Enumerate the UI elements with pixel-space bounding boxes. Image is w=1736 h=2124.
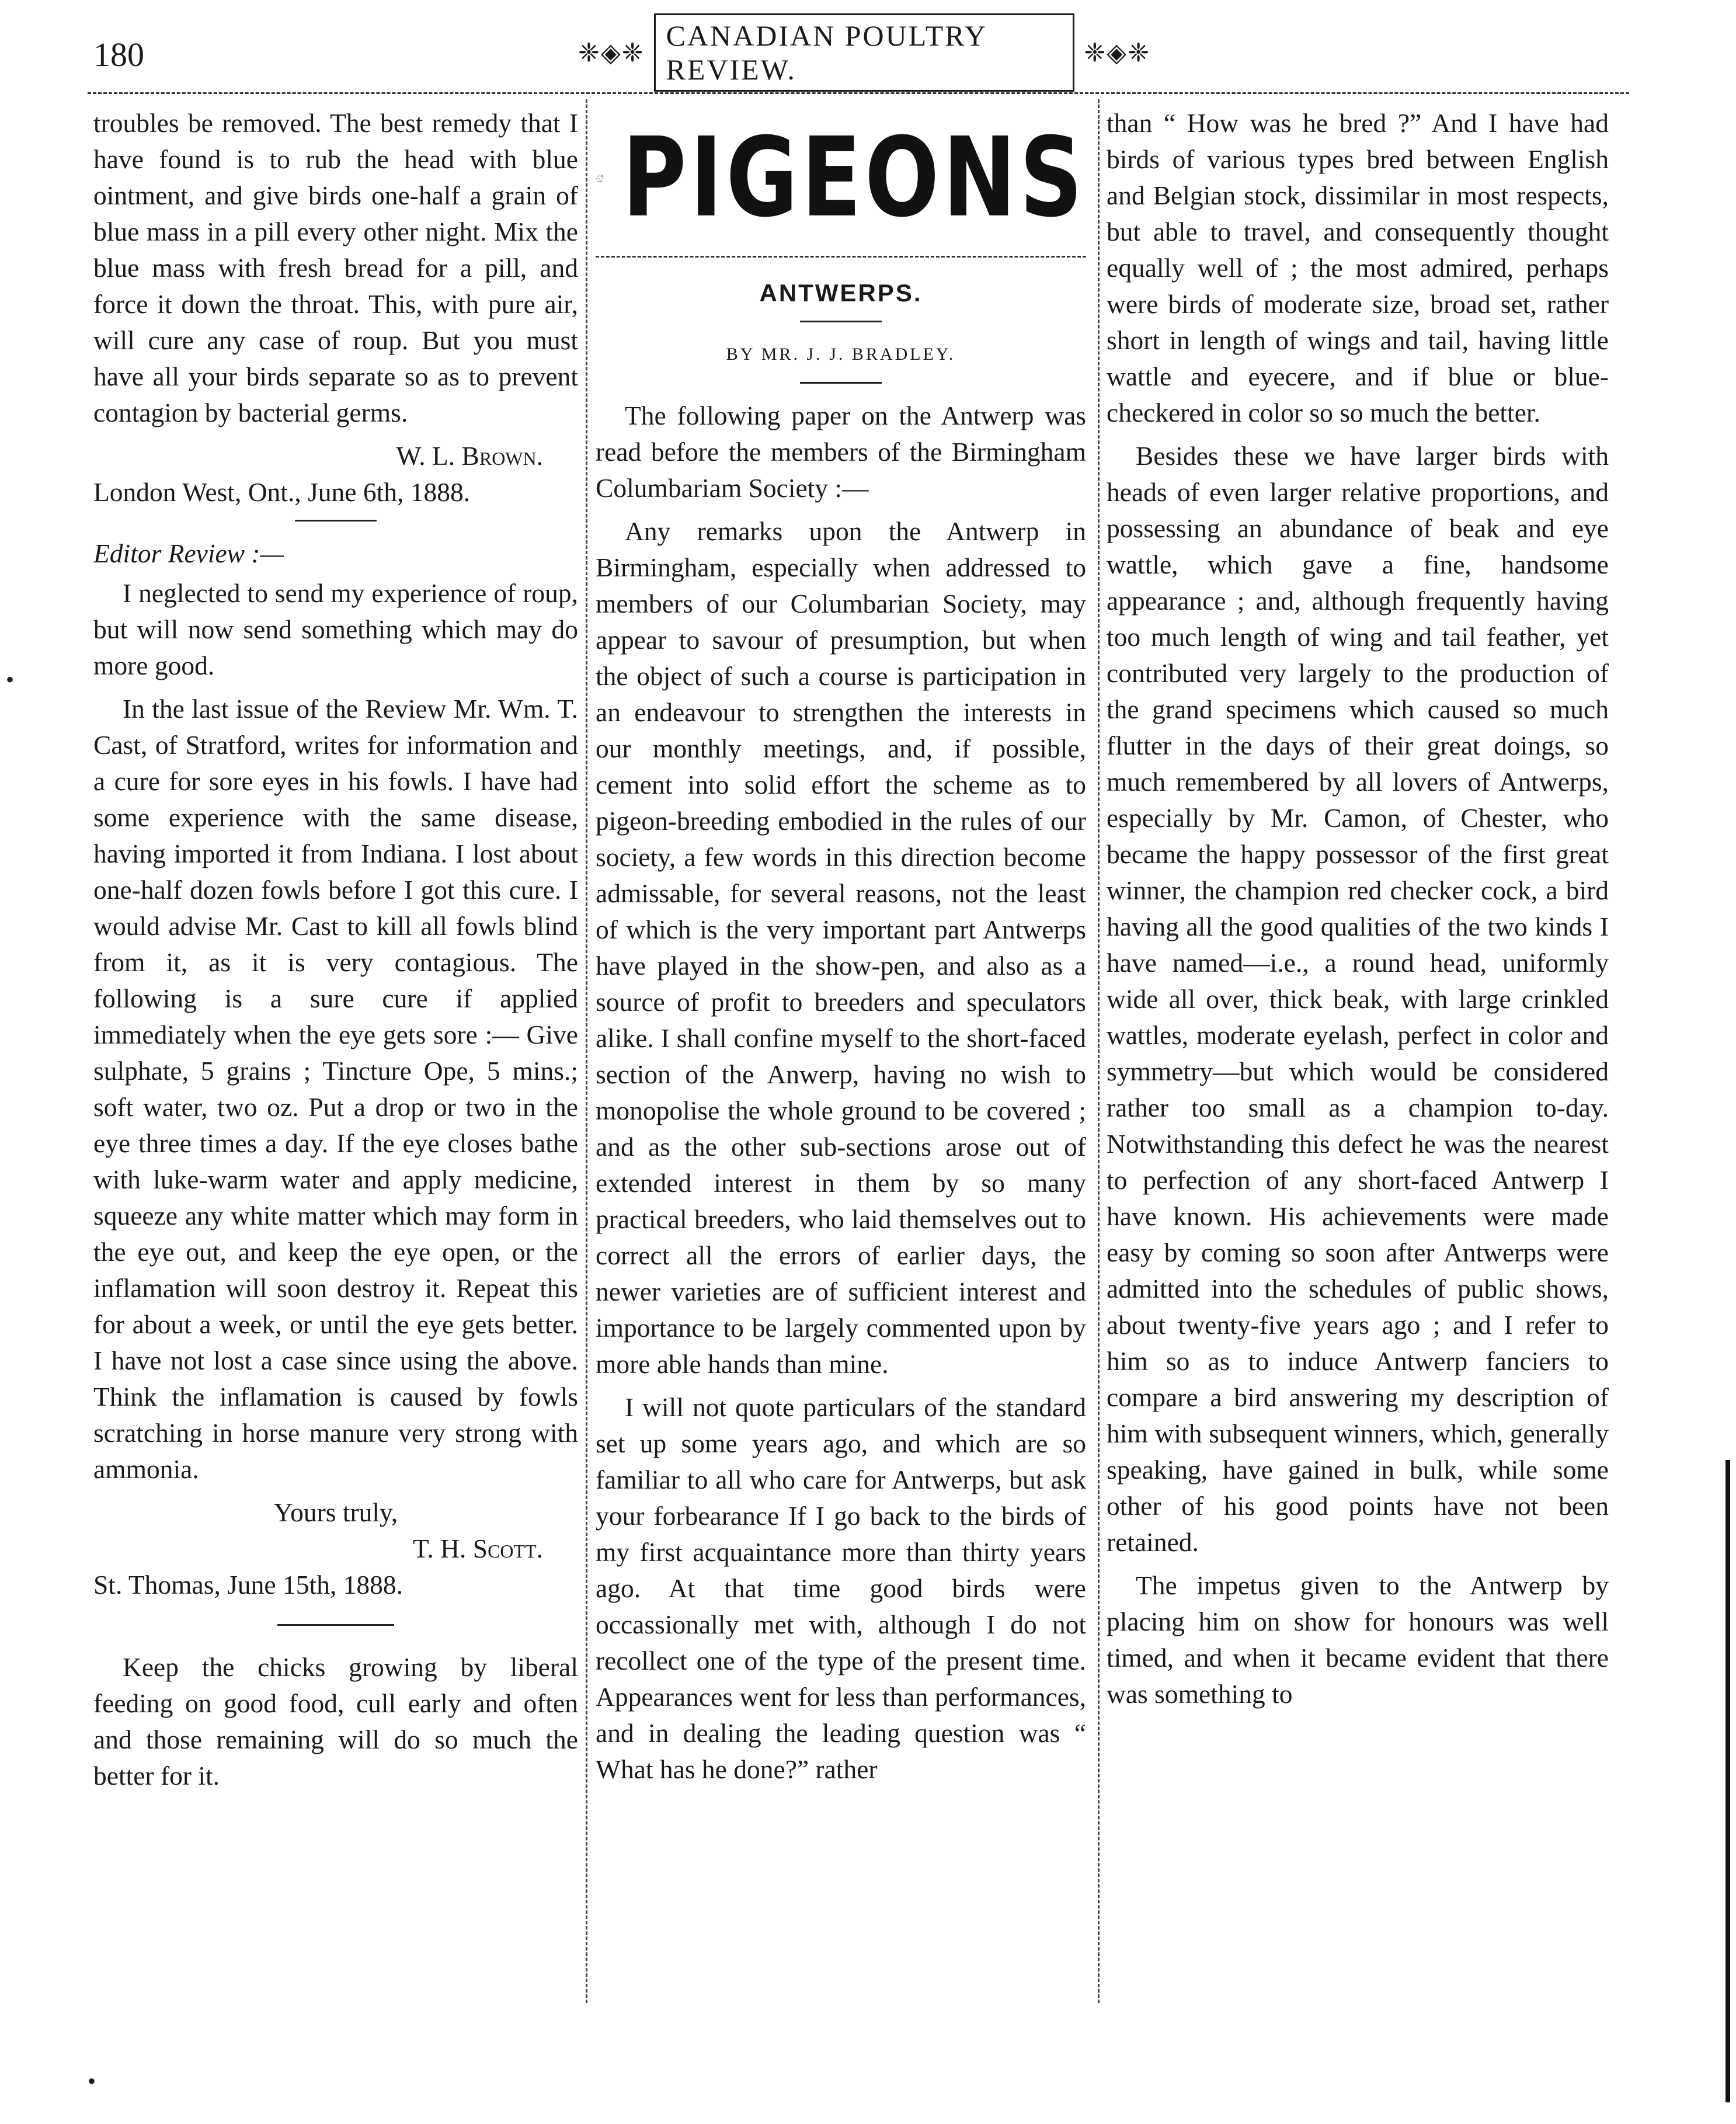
masthead-ornament-right: ❈◈❈ [1084,38,1150,67]
closing: Yours truly, [273,1497,398,1527]
scan-speck: • [6,666,15,693]
paragraph: Keep the chicks growing by liberal feeding on good food, cull early and often and those remaining will do so much the better for it. [93,1652,578,1791]
salutation: Editor Review :— [93,538,284,568]
scan-speck: • [88,2068,96,2094]
masthead-ornament-left: ❈◈❈ [578,38,645,67]
paragraph: I will not quote particulars of the standard set up some years ago, and which are so familiar to all who care for Antwerps, but ask your forbearance If I go back to the birds of my first acquaintance more than thirty years ago. At that time good birds were occassionally met with, although I do not recollect one of the type of the present time. Appearances went for less than performances, and in dealing the leading question was “ What has he done?” rather [596,1392,1086,1784]
byline: BY MR. J. J. BRADLEY. [726,345,956,364]
paragraph: In the last issue of the Review Mr. Wm. T. Cast, of Stratford, writes for information and a cure for sore eyes in his fowls. I have had some experience with the same disease, having imported it from Indiana. I lost about one-half dozen fowls before I got this cure. I would advise Mr. Cast to kill all fowls blind from it, as it is very contagious. The following is a sure cure if applied immediately when the eye gets sore :— Give sulphate, 5 grains ; Tincture Ope, 5 mins.; soft water, two oz. Put a drop or two in the eye three times a day. If the eye closes bathe with luke-warm water and apply medicine, squeeze any white matter which may form in the eye out, and keep the eye open, or the inflamation will soon destroy it. Repeat this for about a week, or until the eye gets better. I have not lost a case since using the above. Think the inflamation is caused by fowls scratching in horse manure very strong with ammonia. [93,694,578,1484]
paragraph: The impetus given to the Antwerp by placing him on show for honours was well timed, and when it became evident that there was something to [1107,1570,1609,1709]
section-divider [277,1624,394,1626]
paragraph: Besides these we have larger birds with heads of even larger relative proportions, and possessing an abundance of beak and eye wattle, which gave a fine, handsome appearance ; and, although frequently having too much length of wing and tail feather, yet contributed very largely to the production of the grand specimens which caused so much flutter in the days of their great doings, so much remembered by all lovers of Antwerps, especially by Mr. Camon, of Chester, who became the happy possessor of the first great winner, the champion red checker cock, a bird having all the good qualities of the two kinds I have named—i.e., a round head, uniformly wide all over, thick beak, with large crinkled wattles, moderate eyelash, perfect in color and symmetry—but which would be considered rather too small as a champion to-day. Notwithstanding this defect he was the nearest to perfection of any short-faced Antwerp I have known. His achievements were made easy by coming so soon after Antwerps were admitted into the schedules of public shows, about twenty-five years ago ; and I refer to him so as to induce Antwerp fanciers to compare a bird answering my description of him with subsequent winners, which, generally speaking, have gained in bulk, while some other of his good points have not been retained. [1107,441,1609,1557]
scan-edge-mark [1725,1460,1730,2102]
pigeons-banner [596,105,1086,251]
section-divider [295,520,377,522]
paragraph: The following paper on the Antwerp was read before the members of the Birmingham Columbariam Society :— [596,401,1086,503]
paragraph: I neglected to send my experience of roup, but will now send something which may do more good. [93,578,578,680]
signature: W. L. Brown. [396,441,543,471]
byline-divider [800,382,882,384]
section-heading: PIGEONS [622,114,1086,242]
column-middle [596,105,1086,1795]
masthead [578,19,1150,86]
pigeon-illustration-icon [596,120,605,237]
column-right [1107,105,1609,1719]
column-divider [586,99,587,2003]
place-date: London West, Ont., June 6th, 1888. [93,477,471,507]
paragraph: troubles be removed. The best remedy that I have found is to rub the head with blue ointment, and give birds one-half a grain of blue mass in a pill every other night. Mix the blue mass with fresh bread for a pill, and force it down the throat. This, with pure air, will cure any case of roup. But you must have all your birds separate so as to prevent contagion by bacterial germs. [93,108,578,427]
banner-divider [596,256,1086,258]
page-number: 180 [93,36,144,74]
article-title: ANTWERPS. [759,279,923,307]
title-divider [800,321,882,322]
signature: T. H. Scott. [412,1534,543,1563]
place-date: St. Thomas, June 15th, 1888. [93,1570,403,1600]
paragraph: Any remarks upon the Antwerp in Birmingham, especially when addressed to members of our Columbarian Society, may appear to savour of presumption, but when the object of such a course is participation in an endeavour to strengthen the interests in our monthly meetings, and, if possible, cement into solid effort the scheme as to pigeon-breeding embodied in the rules of our society, a few words in this direction become admissable, for several reasons, not the least of which is the very important part Antwerps have played in the show-pen, and also as a source of profit to breeders and speculators alike. I shall confine myself to the short-faced section of the Anwerp, having no wish to monopolise the whole ground to be covered ; and as the other sub-sections arose out of extended interest in them by so many practical breeders, who laid themselves out to correct all the errors of earlier days, the newer varieties are of sufficient interest and importance to be largely commented upon by more able hands than mine. [596,516,1086,1379]
column-divider [1098,99,1100,2003]
journal-title: CANADIAN POULTRY REVIEW. [654,13,1075,92]
header-divider [88,92,1629,94]
column-left [93,105,578,1801]
paragraph: than “ How was he bred ?” And I have had birds of various types bred between English and Belgian stock, dissimilar in most respects, but able to travel, and consequently thought equally well of ; the most admired, perhaps were birds of moderate size, broad set, rather short in length of wings and tail, having little wattle and eyecere, and if blue or blue-checkered in color so so much the better. [1107,108,1609,427]
